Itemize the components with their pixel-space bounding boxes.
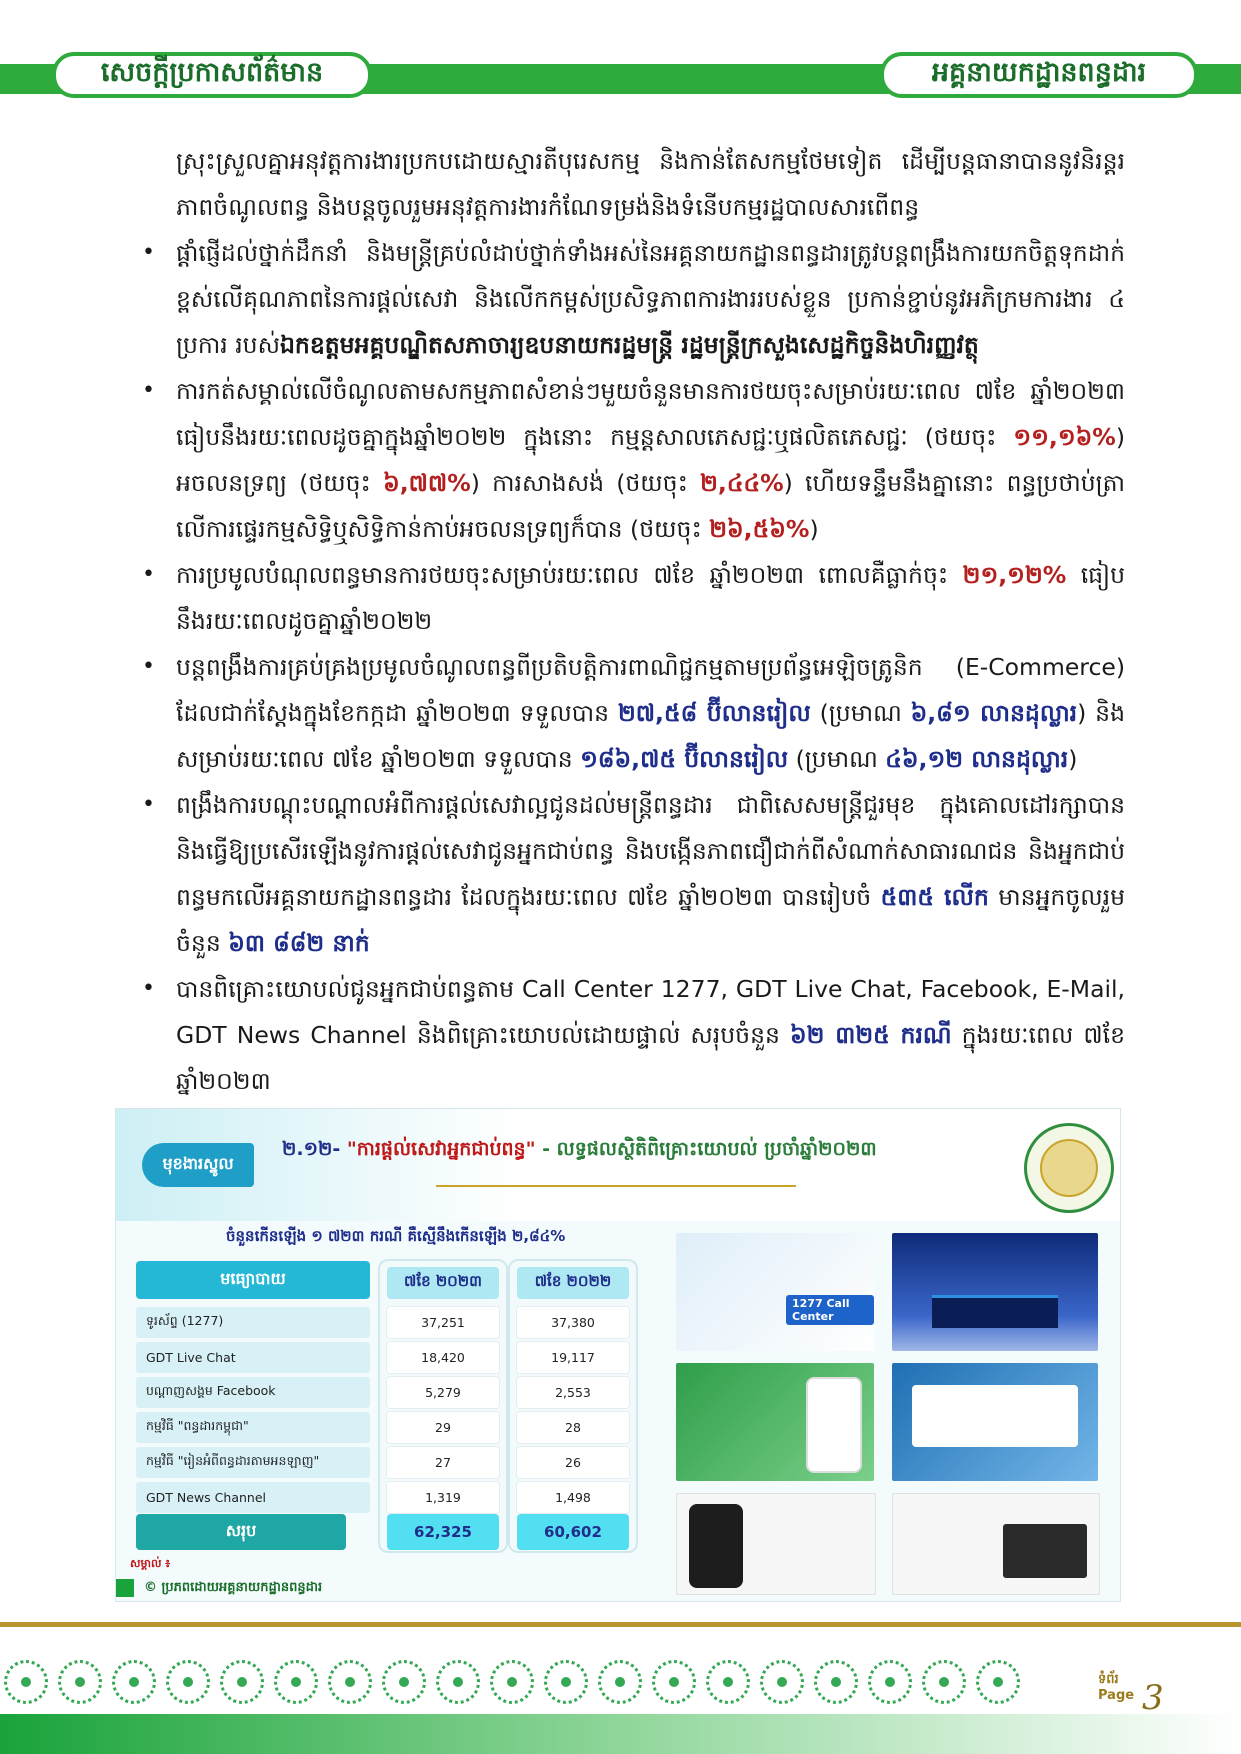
footer-green-strip [0, 1714, 1241, 1754]
flower-ornament-icon [58, 1660, 102, 1704]
flower-ornament-icon [598, 1660, 642, 1704]
value-ecommerce-7m-riel: ១៨៦,៧៥ ប៊ីលានរៀល [580, 745, 789, 773]
value-consultations: ៦២ ៣២៥ ករណី [790, 1021, 952, 1049]
table-cell: 26 [517, 1447, 629, 1478]
table-cell: 27 [387, 1447, 499, 1478]
flower-ornament-icon [652, 1660, 696, 1704]
value-construction: ២,៤៤% [700, 469, 784, 497]
source-credit: © ប្រភពដោយអគ្គនាយកដ្ឋានពន្ធដារ [144, 1580, 323, 1595]
infographic-title: ២.១២- "ការផ្តល់សេវាអ្នកជាប់ពន្ធ" - លទ្ធផលស្ថិតិពិគ្រោះយោបល់ ប្រចាំឆ្នាំ២០២៣ [282, 1138, 877, 1160]
value-ecommerce-7m-usd: ៤៦,១២ លានដុល្លារ [885, 745, 1069, 773]
news-studio-photo [892, 1233, 1098, 1351]
website-page-image [892, 1493, 1100, 1595]
page-number: 3 [1142, 1678, 1164, 1718]
column-header-2023: ៧ខែ ២០២៣ [387, 1267, 499, 1299]
summary-line: ចំនួនកើនឡើង ១ ៧២៣ ករណី គឺស្មើនឹងកើនឡើង ២,៨៤% [226, 1227, 566, 1245]
flower-ornament-icon [274, 1660, 318, 1704]
value-beverage: ១១,១៦% [1013, 423, 1116, 451]
paragraph-continued: ស្រុះស្រួលគ្នាអនុវត្តការងារប្រកបដោយស្មារតីបុរេសកម្ម និងកាន់តែសកម្មថែមទៀត ដើម្បីបន្តធានាបាននូវនិរន្តរភាពចំណូលពន្ធ និងបន្តចូលរួមអនុវត្តការងារកំណែទម្រង់និងទំនើបកម្មរដ្ឋបាលសារពើពន្ធ [176, 147, 1125, 221]
table-note: សម្គាល់ ៖ [130, 1557, 171, 1570]
flower-ornament-icon [706, 1660, 750, 1704]
flower-ornament-icon [490, 1660, 534, 1704]
source-marker [116, 1579, 134, 1597]
flower-ornament-icon [868, 1660, 912, 1704]
tax-app-promo-image [676, 1363, 874, 1481]
table-row-label: ទូរស័ព្ទ (1277) [136, 1307, 370, 1338]
flower-ornament-icon [544, 1660, 588, 1704]
flower-ornament-icon [4, 1660, 48, 1704]
table-cell: 37,380 [517, 1307, 629, 1338]
body-text [140, 138, 1125, 1104]
value-stamp-duty: ២៦,៥៦% [709, 515, 810, 543]
ornament-divider [436, 1171, 796, 1187]
header-right-tab: អគ្គនាយកដ្ឋានពន្ធដារ [880, 52, 1198, 98]
table-cell: 28 [517, 1412, 629, 1443]
bullet-2: • ការកត់សម្គាល់លើចំណូលតាមសកម្មភាពសំខាន់ៗមួយចំនួនមានការថយចុះសម្រាប់រយៈពេល ៧ខែ ឆ្នាំ២០២៣ ធៀបនឹងរយៈពេលដូចគ្នាក្នុងឆ្នាំ២០២២ ក្នុងនោះ កម្មន្តសាលភេសជ្ជៈឬផលិតភេសជ្ជៈ (ថយចុះ ១១,១៦%) អចលនទ្រព្យ (ថយចុះ ៦,៧៧%) ការសាងសង់ (ថយចុះ ២,៤៤%) ហើយទន្ទឹមនឹងគ្នានោះ ពន្ធប្រថាប់ត្រាលើការផ្ទេរកម្មសិទ្ធិឬសិទ្ធិកាន់កាប់អចលនទ្រព្យក៏បាន (ថយចុះ ២៦,៥៦%) [140, 368, 1125, 552]
call-center-photo [676, 1233, 874, 1351]
table-cell: 29 [387, 1412, 499, 1443]
flower-ornament-icon [328, 1660, 372, 1704]
table-cell: 5,279 [387, 1377, 499, 1408]
flower-ornament-icon [436, 1660, 480, 1704]
table-row-label: បណ្តាញសង្គម Facebook [136, 1377, 370, 1408]
table-row-label: កម្មវិធី "ពន្ធដារកម្ពុជា" [136, 1412, 370, 1443]
footer-gold-line [0, 1622, 1241, 1627]
table-total-2022: 60,602 [517, 1514, 629, 1550]
table-total-label: សរុប [136, 1514, 346, 1550]
table-cell: 37,251 [387, 1307, 499, 1338]
facebook-page-image [676, 1493, 876, 1595]
value-debt-collection: ២១,១២% [962, 561, 1067, 589]
table-cell: 1,319 [387, 1482, 499, 1513]
value-ecommerce-july-usd: ៦,៨១ លានដុល្លារ [910, 699, 1078, 727]
e-learning-promo-image [892, 1363, 1098, 1481]
column-header-2022: ៧ខែ ២០២២ [517, 1267, 629, 1299]
table-row-label: GDT News Channel [136, 1482, 370, 1513]
bullet-1: • ផ្តាំផ្ញើដល់ថ្នាក់ដឹកនាំ និងមន្ត្រីគ្រប់លំដាប់ថ្នាក់ទាំងអស់នៃអគ្គនាយកដ្ឋានពន្ធដារត្រូវបន្តពង្រឹងការយកចិត្តទុកដាក់ខ្ពស់លើគុណភាពនៃការផ្តល់សេវា និងលើកកម្ពស់ប្រសិទ្ធភាពការងាររបស់ខ្លួន ប្រកាន់ខ្ជាប់នូវអភិក្រមការងារ ៤ ប្រការ របស់ឯកឧត្តមអគ្គបណ្ឌិតសភាចារ្យឧបនាយករដ្ឋមន្ត្រី រដ្ឋមន្ត្រីក្រសួងសេដ្ឋកិច្ចនិងហិរញ្ញវត្ថុ [140, 230, 1125, 368]
value-real-estate: ៦,៧៧% [383, 469, 471, 497]
value-ecommerce-july-riel: ២៧,៥៨ ប៊ីលានរៀល [617, 699, 811, 727]
flower-ornament-icon [112, 1660, 156, 1704]
infographic-tag: មុខងារស្នូល [142, 1143, 254, 1187]
table-header-channel: មធ្យោបាយ [136, 1261, 370, 1299]
table-cell: 19,117 [517, 1342, 629, 1373]
value-participants: ៦៣ ៨៨២ នាក់ [228, 929, 370, 957]
table-cell: 18,420 [387, 1342, 499, 1373]
flower-ornament-icon [814, 1660, 858, 1704]
flower-ornament-icon [382, 1660, 426, 1704]
footer-ornament-row [0, 1660, 1074, 1710]
call-center-badge: 1277 Call Center [786, 1295, 874, 1325]
page-label: ទំព័រ Page [1098, 1672, 1135, 1703]
flower-ornament-icon [976, 1660, 1020, 1704]
bullet-3: • ការប្រមូលបំណុលពន្ធមានការថយចុះសម្រាប់រយៈពេល ៧ខែ ឆ្នាំ២០២៣ ពោលគឺធ្លាក់ចុះ ២១,១២% ធៀបនឹងរយៈពេលដូចគ្នាឆ្នាំ២០២២ [140, 552, 1125, 644]
flower-ornament-icon [922, 1660, 966, 1704]
table-cell: 2,553 [517, 1377, 629, 1408]
infographic-header [116, 1109, 1121, 1221]
bullet-5: • ពង្រឹងការបណ្តុះបណ្តាលអំពីការផ្តល់សេវាល្អជូនដល់មន្ត្រីពន្ធដារ ជាពិសេសមន្ត្រីជួរមុខ ក្នុងគោលដៅរក្សាបាន និងធ្វើឱ្យប្រសើរឡើងនូវការផ្តល់សេវាជូនអ្នកជាប់ពន្ធ និងបង្កើនភាពជឿជាក់ពីសំណាក់សាធារណជន និងអ្នកជាប់ពន្ធមកលើអគ្គនាយកដ្ឋានពន្ធដារ ដែលក្នុងរយៈពេល ៧ខែ ឆ្នាំ២០២៣ បានរៀបចំ ៥៣៥ លើក មានអ្នកចូលរួមចំនួន ៦៣ ៨៨២ នាក់ [140, 782, 1125, 966]
table-cell: 1,498 [517, 1482, 629, 1513]
value-trainings: ៥៣៥ លើក [880, 883, 989, 911]
table-row-label: កម្មវិធី "រៀនអំពីពន្ធដារតាមអនឡាញ" [136, 1447, 370, 1478]
table-total-2023: 62,325 [387, 1514, 499, 1550]
flower-ornament-icon [220, 1660, 264, 1704]
minister-title: ឯកឧត្តមអគ្គបណ្ឌិតសភាចារ្យឧបនាយករដ្ឋមន្ត្រី រដ្ឋមន្ត្រីក្រសួងសេដ្ឋកិច្ចនិងហិរញ្ញវត្ថុ [279, 331, 979, 359]
flower-ornament-icon [166, 1660, 210, 1704]
header-left-tab: សេចក្តីប្រកាសព័ត៌មាន [52, 52, 372, 98]
infographic [115, 1108, 1121, 1602]
gdt-seal-logo [1024, 1123, 1114, 1213]
bullet-4: • បន្តពង្រឹងការគ្រប់គ្រងប្រមូលចំណូលពន្ធពីប្រតិបត្តិការពាណិជ្ជកម្មតាមប្រព័ន្ធអេឡិចត្រូនិក (E-Commerce) ដែលជាក់ស្តែងក្នុងខែកក្កដា ឆ្នាំ២០២៣ ទទួលបាន ២៧,៥៨ ប៊ីលានរៀល (ប្រមាណ ៦,៨១ លានដុល្លារ) និងសម្រាប់រយៈពេល ៧ខែ ឆ្នាំ២០២៣ ទទួលបាន ១៨៦,៧៥ ប៊ីលានរៀល (ប្រមាណ ៤៦,១២ លានដុល្លារ) [140, 644, 1125, 782]
table-row-label: GDT Live Chat [136, 1342, 370, 1373]
bullet-6: • បានពិគ្រោះយោបល់ជូនអ្នកជាប់ពន្ធតាម Call Center 1277, GDT Live Chat, Facebook, E-Mail, GDT News Channel និងពិគ្រោះយោបល់ដោយផ្ទាល់ សរុបចំនួន ៦២ ៣២៥ ករណី ក្នុងរយៈពេល ៧ខែ ឆ្នាំ២០២៣ [140, 966, 1125, 1104]
flower-ornament-icon [760, 1660, 804, 1704]
